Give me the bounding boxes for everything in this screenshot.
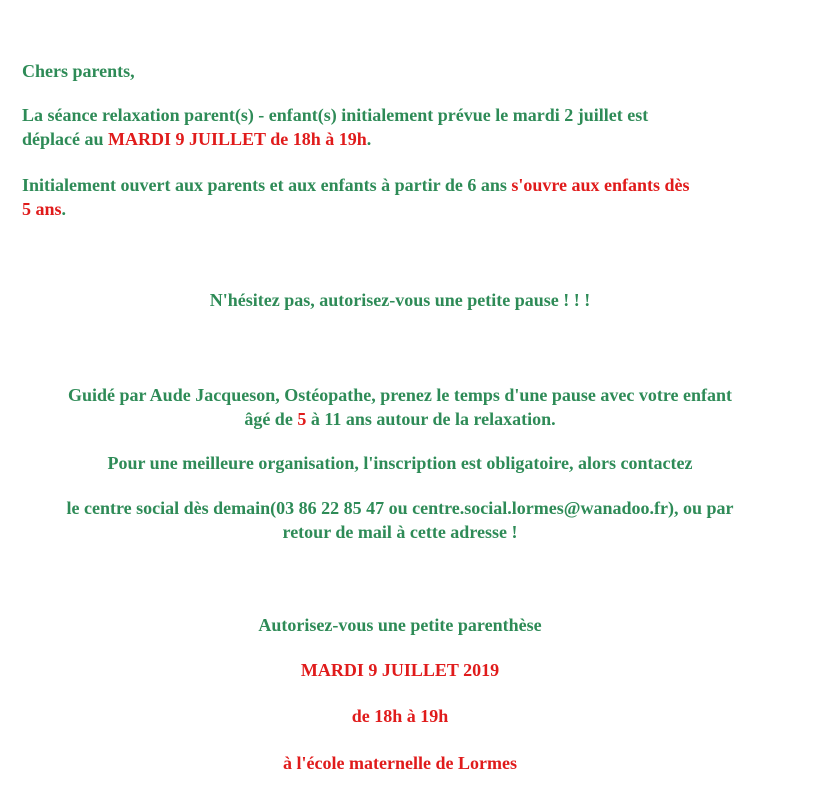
pause-invitation [0, 288, 800, 312]
event-time [0, 704, 800, 728]
new-time-highlight: de 18h à 19h [265, 129, 367, 149]
event-place-text: à l'école maternelle de Lormes [283, 753, 517, 773]
age-min-highlight: 5 ans [22, 199, 62, 219]
guide-line-2-prefix: âgé de [244, 409, 298, 429]
greeting-text: Chers parents, [22, 61, 135, 81]
contact-line-1: le centre social dès demain(03 86 22 85 47 ou centre.social.lormes@wanadoo.fr), ou par [66, 498, 734, 518]
closing-tagline-text: Autorisez-vous une petite parenthèse [258, 615, 542, 635]
reschedule-paragraph [22, 103, 782, 151]
guide-age-highlight: 5 [297, 409, 307, 429]
reschedule-line-2-end: . [366, 129, 372, 149]
reschedule-line-2-prefix: déplacé au [22, 129, 109, 149]
age-line-2-end: . [61, 199, 67, 219]
age-opening-highlight: s'ouvre aux enfants dès [511, 175, 690, 195]
pause-invitation-text: N'hésitez pas, autorisez-vous une petite pause ! ! ! [209, 290, 591, 310]
contact-paragraph [0, 496, 800, 544]
new-date-highlight: MARDI 9 JUILLET [108, 129, 266, 149]
guide-line-2-suffix: à 11 ans autour de la relaxation. [306, 409, 556, 429]
event-time-text: de 18h à 19h [351, 706, 449, 726]
event-date-text: MARDI 9 JUILLET 2019 [300, 660, 500, 680]
age-line-1-prefix: Initialement ouvert aux parents et aux enfants à partir de 6 ans [22, 175, 512, 195]
contact-line-2: retour de mail à cette adresse ! [282, 522, 518, 542]
event-date [0, 658, 800, 682]
reschedule-line-1: La séance relaxation parent(s) - enfant(s) initialement prévue le mardi 2 juillet est [22, 105, 649, 125]
guide-line-1: Guidé par Aude Jacqueson, Ostéopathe, prenez le temps d'une pause avec votre enfant [67, 385, 732, 405]
closing-tagline [0, 613, 800, 637]
organisation-line [0, 451, 800, 475]
event-place [0, 751, 800, 775]
greeting [22, 59, 782, 83]
age-paragraph [22, 173, 782, 221]
organisation-text: Pour une meilleure organisation, l'inscription est obligatoire, alors contactez [107, 453, 693, 473]
guide-paragraph [0, 383, 800, 431]
